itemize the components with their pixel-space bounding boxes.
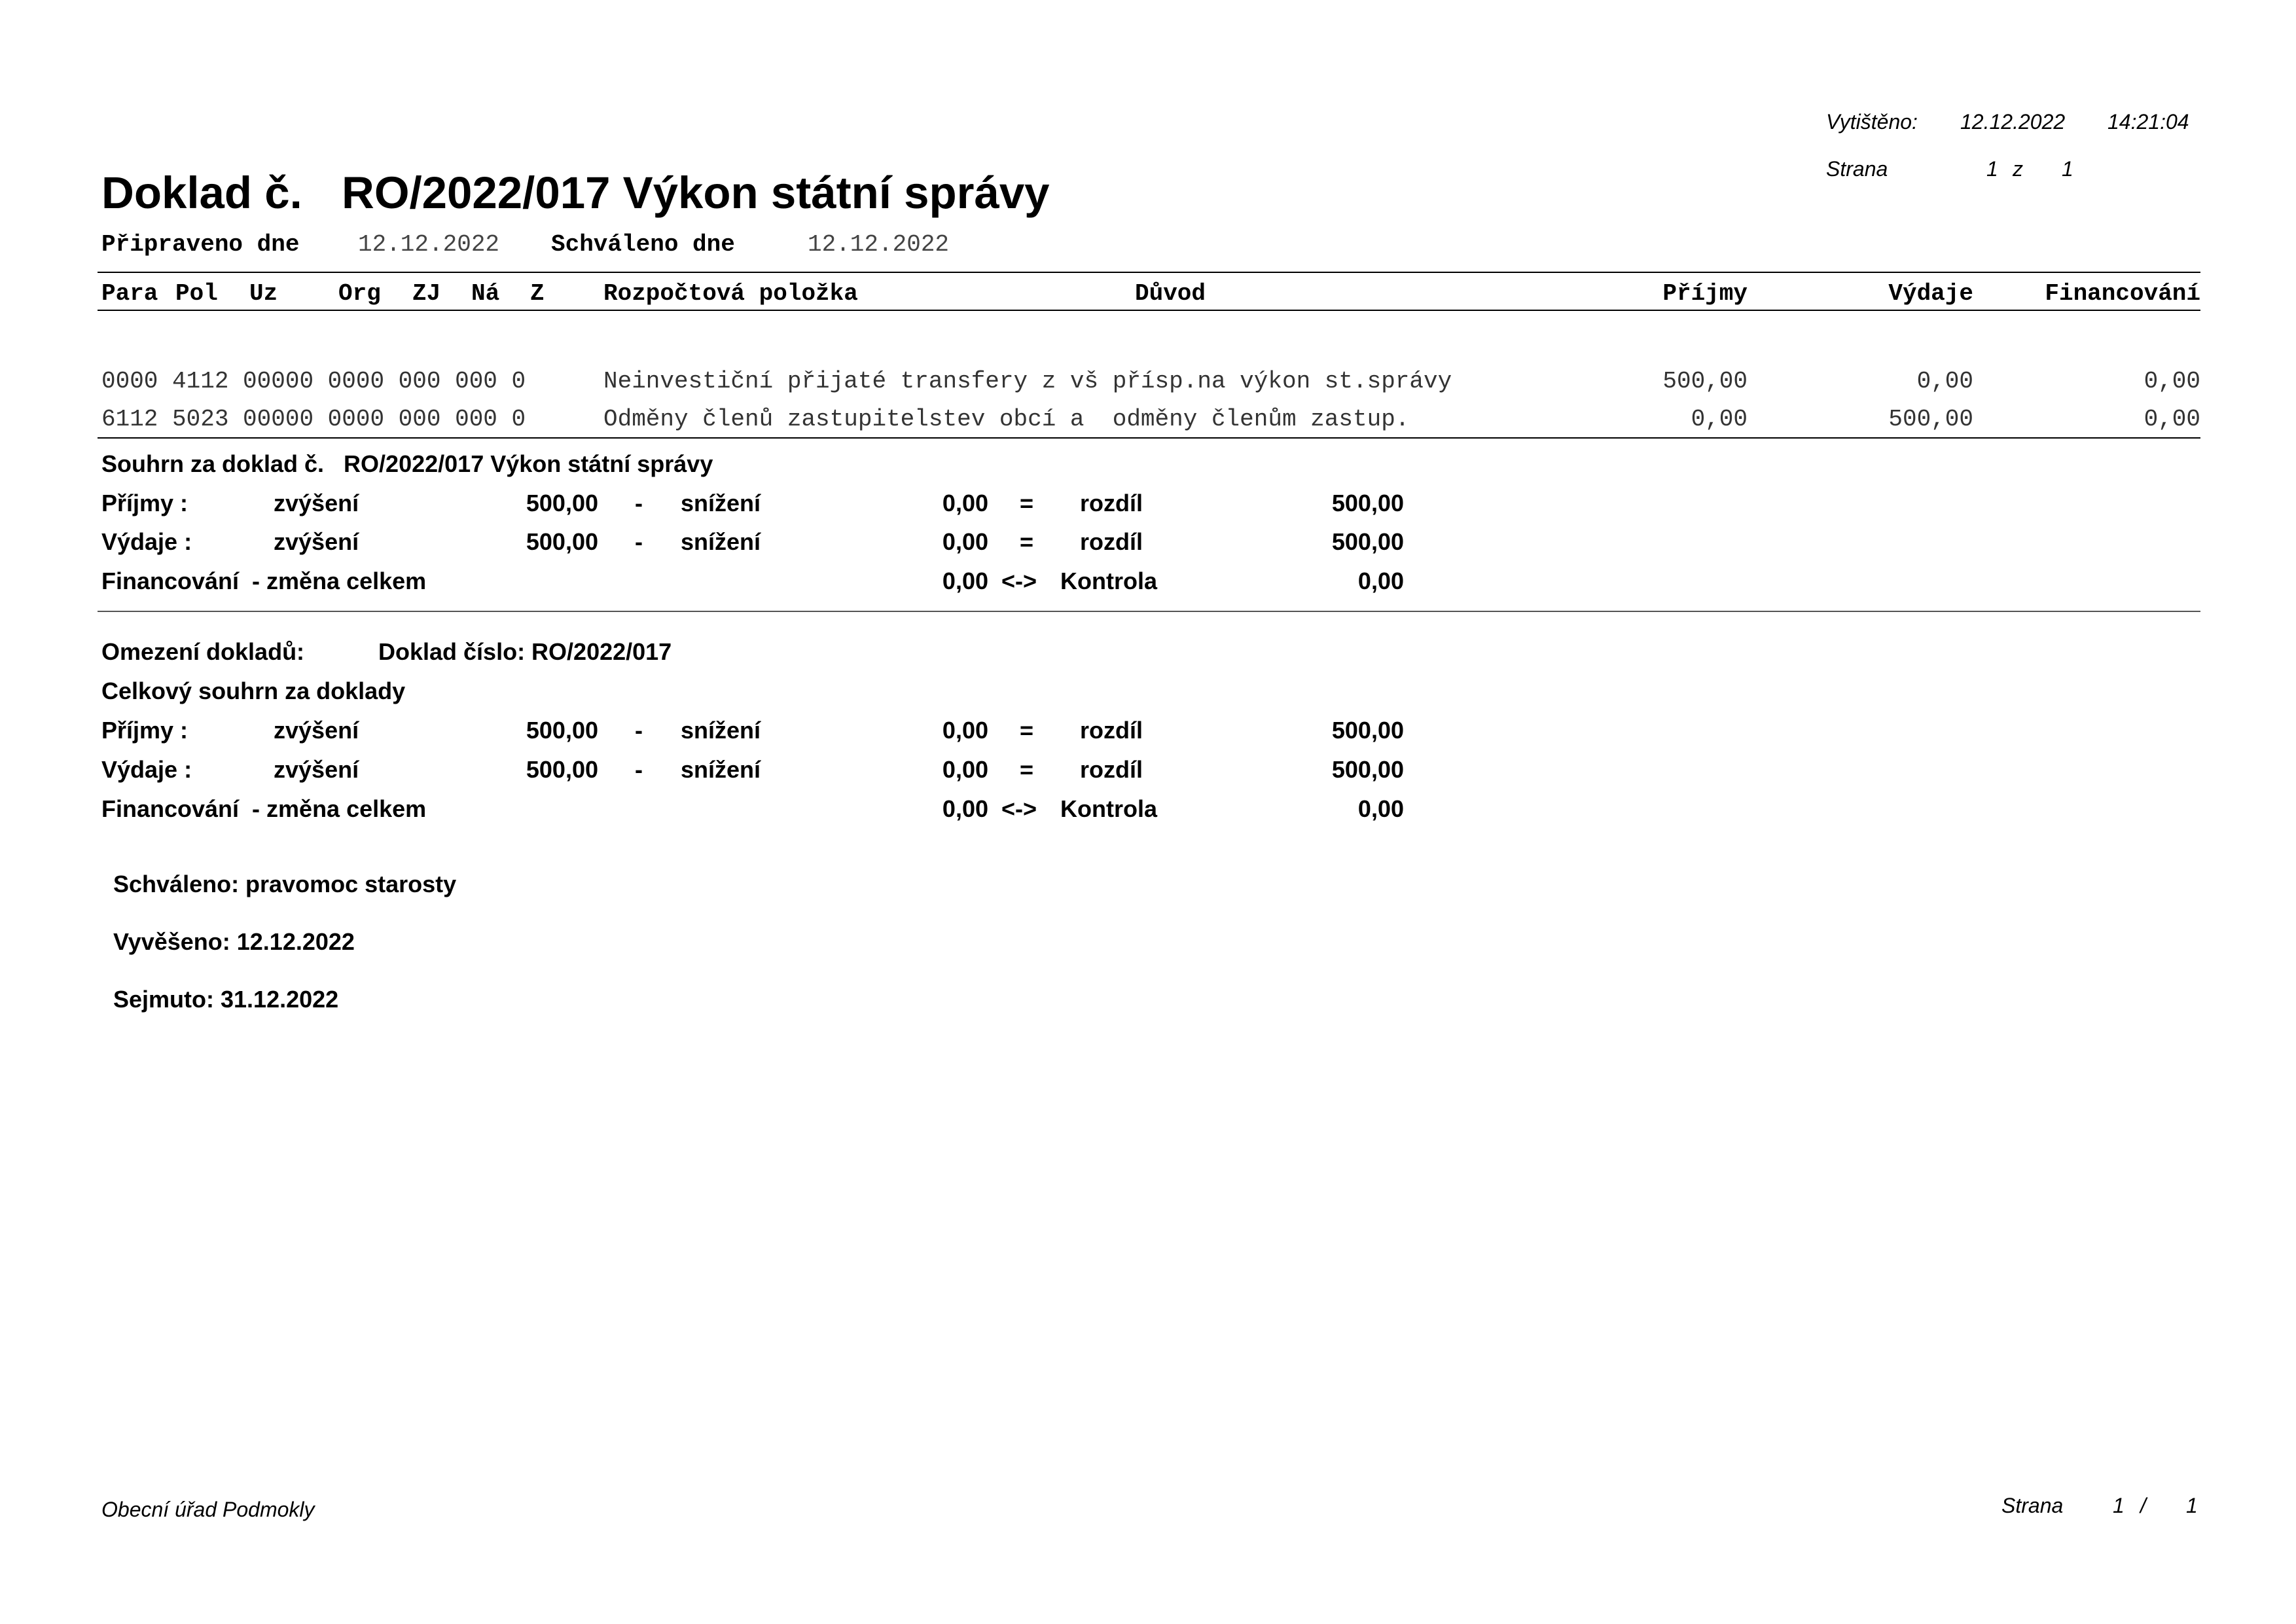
total-prijmy-zvyseni-amount: 500,00: [526, 717, 598, 744]
col-zj: ZJ: [412, 280, 441, 307]
row-prijmy: 500,00: [1662, 368, 1748, 395]
summary-financovani-label: Financování - změna celkem: [101, 568, 427, 594]
col-pol: Pol: [175, 280, 218, 307]
printed-label: Vytištěno:: [1826, 110, 1918, 134]
note-sejmuto: Sejmuto: 31.12.2022: [113, 986, 339, 1013]
printed-date: 12.12.2022: [1960, 110, 2066, 134]
summary-prijmy-snizeni-amount: 0,00: [942, 490, 988, 516]
summary-vydaje-snizeni-label: snížení: [681, 528, 761, 555]
summary-vydaje-result: 500,00: [1331, 528, 1404, 555]
row-vydaje: 500,00: [1888, 406, 1973, 433]
summary-heading: Souhrn za doklad č. RO/2022/017 Výkon státní správy: [101, 450, 713, 477]
omezeni-label: Omezení dokladů:: [101, 638, 305, 665]
summary-prijmy-rozdil-label: rozdíl: [1080, 490, 1143, 516]
total-vydaje-result: 500,00: [1331, 756, 1404, 783]
row-description: Neinvestiční přijaté transfery z vš přísp.na výkon st.správy: [603, 368, 1452, 395]
col-rozpoctova-polozka: Rozpočtová položka: [603, 280, 858, 307]
footer-page-current: 1: [2113, 1494, 2125, 1517]
total-vydaje-zvyseni-amount: 500,00: [526, 756, 598, 783]
total-vydaje-snizeni-amount: 0,00: [942, 756, 988, 783]
summary-vydaje-eq: =: [1020, 528, 1034, 555]
omezeni-value: Doklad číslo: RO/2022/017: [378, 638, 672, 665]
total-vydaje-rozdil-label: rozdíl: [1080, 756, 1143, 783]
summary-vydaje-rozdil-label: rozdíl: [1080, 528, 1143, 555]
summary-prijmy-result: 500,00: [1331, 490, 1404, 516]
total-financovani-label: Financování - změna celkem: [101, 795, 427, 822]
summary-financovani-arrow: <->: [1001, 568, 1037, 594]
summary-prijmy-minus: -: [635, 490, 643, 516]
footer-page-label: Strana: [2001, 1494, 2064, 1517]
footer-page-total: 1: [2186, 1494, 2198, 1517]
footer-office: Obecní úřad Podmokly: [101, 1498, 315, 1521]
summary-vydaje-label: Výdaje :: [101, 528, 192, 555]
footer-page-sep: /: [2140, 1494, 2146, 1517]
total-prijmy-minus: -: [635, 717, 643, 744]
page-sep-top: z: [2013, 157, 2023, 181]
col-financovani: Financování: [2045, 280, 2200, 307]
total-kontrola-label: Kontrola: [1060, 795, 1157, 822]
prepared-date: 12.12.2022: [358, 231, 500, 258]
total-prijmy-eq: =: [1020, 717, 1034, 744]
total-vydaje-snizeni-label: snížení: [681, 756, 761, 783]
row-prijmy: 0,00: [1691, 406, 1748, 433]
table-header-bottom-rule: [98, 310, 2200, 311]
total-vydaje-minus: -: [635, 756, 643, 783]
col-para: Para: [101, 280, 158, 307]
col-duvod: Důvod: [1135, 280, 1206, 307]
total-vydaje-eq: =: [1020, 756, 1034, 783]
approved-label: Schváleno dne: [551, 231, 735, 258]
table-header-top-rule: [98, 272, 2200, 273]
printed-time: 14:21:04: [2108, 110, 2189, 134]
total-prijmy-result: 500,00: [1331, 717, 1404, 744]
page-total-top: 1: [2062, 157, 2073, 181]
col-org: Org: [338, 280, 381, 307]
row-codes: 6112 5023 00000 0000 000 000 0: [101, 406, 526, 433]
summary-vydaje-zvyseni-label: zvýšení: [274, 528, 359, 555]
col-prijmy: Příjmy: [1662, 280, 1748, 307]
summary-prijmy-eq: =: [1020, 490, 1034, 516]
total-kontrola-result: 0,00: [1357, 795, 1404, 822]
summary-vydaje-snizeni-amount: 0,00: [942, 528, 988, 555]
total-financovani-amount: 0,00: [942, 795, 988, 822]
document-title-prefix: Doklad č.: [101, 168, 302, 218]
summary-kontrola-label: Kontrola: [1060, 568, 1157, 594]
row-financovani: 0,00: [2144, 368, 2200, 395]
col-z: Z: [530, 280, 545, 307]
prepared-label: Připraveno dne: [101, 231, 300, 258]
summary-financovani-amount: 0,00: [942, 568, 988, 594]
total-prijmy-snizeni-label: snížení: [681, 717, 761, 744]
document-title: RO/2022/017 Výkon státní správy: [342, 168, 1050, 218]
col-vydaje: Výdaje: [1888, 280, 1973, 307]
summary-prijmy-label: Příjmy :: [101, 490, 188, 516]
total-financovani-arrow: <->: [1001, 795, 1037, 822]
col-na: Ná: [471, 280, 500, 307]
col-uz: Uz: [249, 280, 278, 307]
summary-prijmy-zvyseni-label: zvýšení: [274, 490, 359, 516]
approved-date: 12.12.2022: [808, 231, 950, 258]
total-prijmy-snizeni-amount: 0,00: [942, 717, 988, 744]
total-prijmy-label: Příjmy :: [101, 717, 188, 744]
summary-kontrola-result: 0,00: [1357, 568, 1404, 594]
total-vydaje-zvyseni-label: zvýšení: [274, 756, 359, 783]
page-current-top: 1: [1986, 157, 1998, 181]
table-bottom-rule: [98, 437, 2200, 439]
row-vydaje: 0,00: [1916, 368, 1973, 395]
summary-vydaje-minus: -: [635, 528, 643, 555]
row-description: Odměny členů zastupitelstev obcí a odměny členům zastup.: [603, 406, 1410, 433]
summary-prijmy-zvyseni-amount: 500,00: [526, 490, 598, 516]
note-schvaleno: Schváleno: pravomoc starosty: [113, 871, 457, 897]
summary-vydaje-zvyseni-amount: 500,00: [526, 528, 598, 555]
summary-bottom-rule: [98, 611, 2200, 612]
total-heading: Celkový souhrn za doklady: [101, 677, 406, 704]
page-label-top: Strana: [1826, 157, 1888, 181]
total-prijmy-zvyseni-label: zvýšení: [274, 717, 359, 744]
summary-prijmy-snizeni-label: snížení: [681, 490, 761, 516]
row-financovani: 0,00: [2144, 406, 2200, 433]
note-vyveseno: Vyvěšeno: 12.12.2022: [113, 928, 355, 955]
total-prijmy-rozdil-label: rozdíl: [1080, 717, 1143, 744]
row-codes: 0000 4112 00000 0000 000 000 0: [101, 368, 526, 395]
total-vydaje-label: Výdaje :: [101, 756, 192, 783]
